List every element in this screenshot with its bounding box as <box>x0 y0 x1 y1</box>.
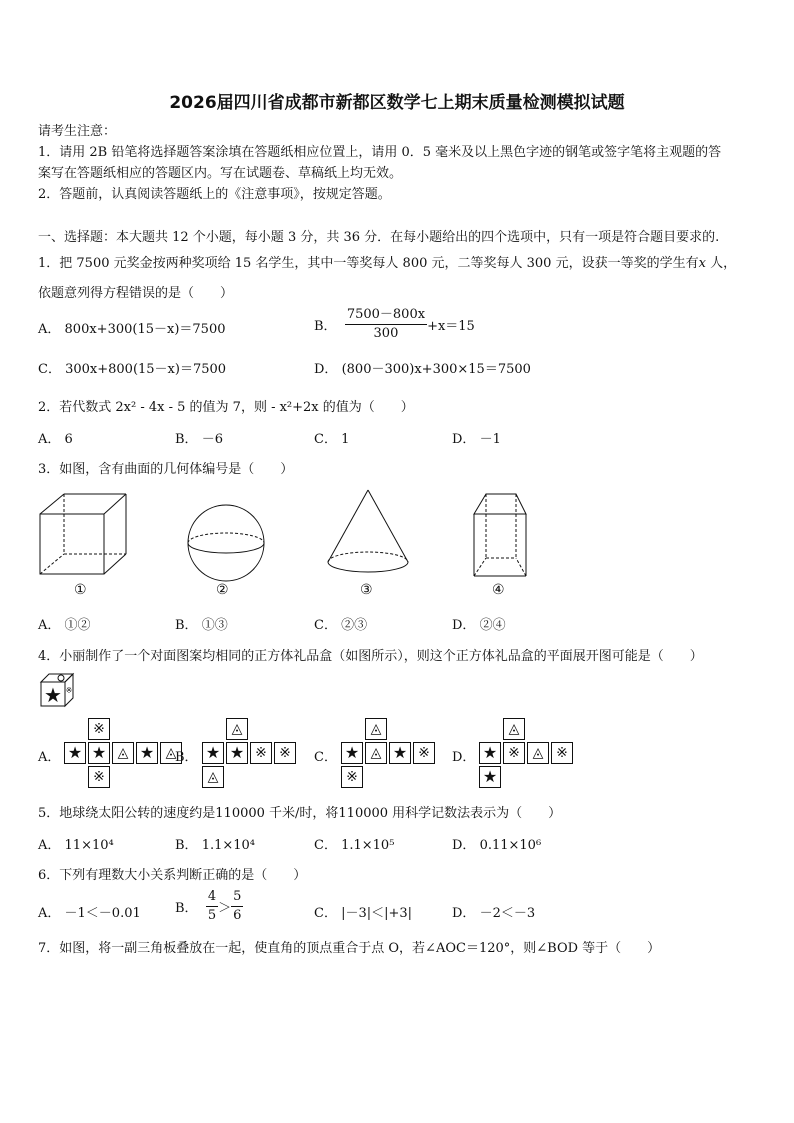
q6-option-d[interactable]: D． －2＜－3 <box>452 906 536 921</box>
net-cell-asterisk: ※ <box>274 742 296 764</box>
q4-option-d-label[interactable]: D． <box>452 750 476 765</box>
gift-box-figure <box>40 673 74 707</box>
net-cell-star: ★ <box>389 742 411 764</box>
figure-label-1: ① <box>74 582 87 598</box>
q1-option-a[interactable]: A． 800x+300(15－x)＝7500 <box>38 322 226 337</box>
net-cell-triangle-circle: ◬ <box>226 718 248 740</box>
prism-figure <box>472 492 528 582</box>
net-cell-triangle-circle: ◬ <box>112 742 134 764</box>
q1-option-c[interactable]: C． 300x+800(15－x)＝7500 <box>38 362 227 377</box>
section-heading: 一、选择题：本大题共 12 个小题，每小题 3 分，共 36 分．在每小题给出的四个选项中，只有一项是符合题目要求的. <box>38 230 720 245</box>
q5-option-c[interactable]: C． 1.1×10⁵ <box>314 838 395 853</box>
page-title: 2026届四川省成都市新都区数学七上期末质量检测模拟试题 <box>169 93 625 113</box>
cone-figure <box>326 488 410 578</box>
svg-text:★: ★ <box>44 683 62 707</box>
q6-b-fraction-1: $\frac{4}{5}$ <box>207 889 217 923</box>
net-cell-triangle-circle: ◬ <box>365 742 387 764</box>
q1-option-d[interactable]: D． (800－300)x+300×15＝7500 <box>314 362 531 377</box>
net-cell-star: ★ <box>479 742 501 764</box>
q4-option-b-label[interactable]: B． <box>175 750 198 765</box>
question-5-stem: 5．地球绕太阳公转的速度约是110000 千米/时，将110000 用科学记数法表示为（ ） <box>38 806 562 821</box>
net-cell-asterisk: ※ <box>503 742 525 764</box>
q1-option-b[interactable]: B． $\frac{7500-800x}{300}$ +x＝15 <box>314 307 475 341</box>
q5-option-a[interactable]: A． 11×10⁴ <box>38 838 114 853</box>
q6-option-b[interactable]: B． $\frac{4}{5}$ ＞ $\frac{5}{6}$ <box>175 889 242 923</box>
net-cell-asterisk: ※ <box>88 718 110 740</box>
net-cell-triangle-circle: ◬ <box>503 718 525 740</box>
q3-option-b[interactable]: B． ①③ <box>175 618 228 633</box>
q3-option-a[interactable]: A． ①② <box>38 618 91 633</box>
q2-option-b[interactable]: B． －6 <box>175 432 223 447</box>
net-cell-asterisk: ※ <box>341 766 363 788</box>
q2-option-c[interactable]: C． 1 <box>314 432 350 447</box>
notice-item-2: 2．答题前，认真阅读答题纸上的《注意事项》，按规定答题。 <box>38 187 391 202</box>
figure-label-3: ③ <box>360 582 373 598</box>
net-cell-triangle-circle: ◬ <box>365 718 387 740</box>
net-cell-star: ★ <box>202 742 224 764</box>
net-cell-asterisk: ※ <box>551 742 573 764</box>
q3-option-d[interactable]: D． ②④ <box>452 618 506 633</box>
q2-option-a[interactable]: A． 6 <box>38 432 73 447</box>
net-cell-triangle-circle: ◬ <box>202 766 224 788</box>
q6-b-fraction-2: $\frac{5}{6}$ <box>233 889 242 923</box>
q5-option-b[interactable]: B． 1.1×10⁴ <box>175 838 256 853</box>
net-cell-triangle-circle: ◬ <box>160 742 182 764</box>
question-1-stem: 1．把 7500 元奖金按两种奖项给 15 名学生，其中一等奖每人 800 元，二等奖每人 300 元，设获一等奖的学生有x 人， <box>38 256 737 271</box>
net-cell-asterisk: ※ <box>250 742 272 764</box>
net-cell-star: ★ <box>88 742 110 764</box>
net-cell-star: ★ <box>341 742 363 764</box>
figure-label-4: ④ <box>492 582 505 598</box>
q6-option-a[interactable]: A． －1＜－0.01 <box>38 906 141 921</box>
notice-heading: 请考生注意： <box>38 124 117 139</box>
question-4-stem: 4．小丽制作了一个对面图案均相同的正方体礼品盒（如图所示），则这个正方体礼品盒的平面展开图可能是（ ） <box>38 649 703 664</box>
net-cell-star: ★ <box>226 742 248 764</box>
cube-figure <box>38 492 128 582</box>
question-3-stem: 3．如图，含有曲面的几何体编号是（ ） <box>38 462 294 477</box>
net-cell-star: ★ <box>64 742 86 764</box>
q6-option-c[interactable]: C． |－3|＜|+3| <box>314 906 413 921</box>
svg-text:※: ※ <box>65 686 73 695</box>
q3-option-c[interactable]: C． ②③ <box>314 618 368 633</box>
question-2-stem: 2．若代数式 2x² - 4x - 5 的值为 7，则 - x²+2x 的值为（ ） <box>38 400 414 415</box>
sphere-figure <box>186 503 266 583</box>
net-cell-asterisk: ※ <box>88 766 110 788</box>
figure-label-2: ② <box>216 582 229 598</box>
notice-item-1b: 案写在答题纸相应的答题区内。写在试题卷、草稿纸上均无效。 <box>38 166 403 181</box>
q5-option-d[interactable]: D． 0.11×10⁶ <box>452 838 542 853</box>
question-6-stem: 6．下列有理数大小关系判断正确的是（ ） <box>38 868 307 883</box>
question-1-stem-2: 依题意列得方程错误的是（ ） <box>38 286 234 301</box>
q1-b-fraction: $\frac{7500-800x}{300}$ <box>346 307 426 341</box>
notice-item-1a: 1．请用 2B 铅笔将选择题答案涂填在答题纸相应位置上，请用 0．5 毫米及以上黑色字迹的钢笔或签字笔将主观题的答 <box>38 145 722 160</box>
net-cell-star: ★ <box>479 766 501 788</box>
q2-option-d[interactable]: D． －1 <box>452 432 501 447</box>
net-cell-asterisk: ※ <box>413 742 435 764</box>
net-cell-triangle-circle: ◬ <box>527 742 549 764</box>
question-7-stem: 7．如图，将一副三角板叠放在一起，使直角的顶点重合于点 O，若∠AOC＝120°，则∠BOD 等于（ ） <box>38 941 661 956</box>
q4-option-a-label[interactable]: A． <box>38 750 61 765</box>
q4-option-c-label[interactable]: C． <box>314 750 337 765</box>
net-cell-star: ★ <box>136 742 158 764</box>
